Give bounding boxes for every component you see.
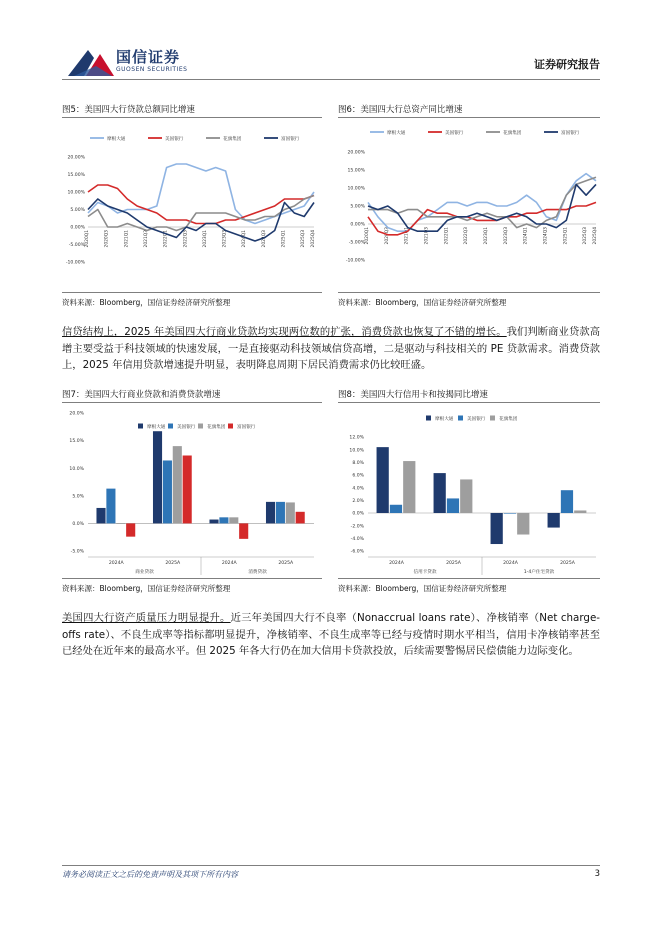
bar (447, 498, 459, 513)
y-tick-label: 20.00% (67, 155, 85, 161)
fig8-title-rule (338, 402, 600, 403)
report-type: 证券研究报告 (534, 58, 600, 71)
x-tick-label: 2023Q1 (202, 230, 208, 248)
x-tick-label: 2022Q3 (183, 230, 189, 248)
x-tick-label: 2025A (560, 561, 575, 566)
y-tick-label: 0.00% (350, 222, 365, 228)
bar (96, 508, 105, 523)
legend-label: 花旗集团 (503, 131, 522, 136)
bar (548, 513, 560, 528)
bar (390, 505, 402, 513)
fig5-bottom-rule (62, 292, 322, 293)
x-tick-label: 2021Q1 (404, 227, 410, 245)
x-tick-label: 2023Q3 (222, 230, 228, 248)
bar (163, 460, 172, 523)
legend-label: 美国银行 (177, 425, 196, 430)
fig6-title: 图6：美国四大行总资产同比增速 (338, 105, 463, 115)
y-tick-label: -5.00% (348, 240, 365, 246)
legend-label: 花旗集团 (499, 417, 518, 422)
brand-name-cn: 国信证券 (116, 48, 181, 66)
y-tick-label: 10.0% (69, 466, 84, 472)
y-tick-label: 4.0% (352, 486, 364, 492)
fig6-chart (338, 120, 600, 292)
y-tick-label: 12.0% (349, 435, 364, 441)
x-tick-label: 2023Q1 (483, 227, 489, 245)
legend-label: 美国银行 (467, 417, 486, 422)
y-tick-label: 2.0% (352, 498, 364, 504)
paragraph-loan-structure (62, 324, 600, 374)
x-tick-label: 2022Q3 (464, 227, 470, 245)
series-line (88, 185, 314, 224)
y-tick-label: -5.0% (70, 549, 84, 555)
y-tick-label: 10.00% (347, 186, 365, 192)
legend-label: 富国银行 (237, 425, 256, 430)
legend-swatch (458, 416, 463, 421)
legend-swatch (138, 424, 143, 429)
x-tick-label: 2025Q3 (301, 230, 307, 248)
bar (491, 513, 503, 544)
y-tick-label: 15.00% (67, 173, 85, 179)
y-tick-label: 0.00% (70, 225, 85, 231)
x-tick-label: 2024Q1 (242, 230, 248, 248)
x-tick-label: 2024A (108, 561, 124, 566)
x-tick-label: 2021Q3 (143, 230, 149, 248)
legend-swatch (426, 416, 431, 421)
brand-name-en: GUOSEN SECURITIES (116, 66, 188, 73)
x-tick-label: 2024Q1 (523, 227, 529, 245)
x-tick-label: 2020Q3 (104, 230, 110, 248)
y-tick-label: 6.0% (352, 473, 364, 479)
x-tick-label: 2021Q1 (124, 230, 130, 248)
bar (173, 446, 182, 523)
y-tick-label: 0.0% (72, 522, 84, 527)
paragraph-lead: 信贷结构上，2025 年美国四大行商业贷款均实现两位数的扩张，消费贷款也恢复了不错的增长。 (62, 326, 507, 338)
bar (504, 513, 516, 514)
bar (286, 502, 295, 523)
footer-disclaimer: 请务必阅读正文之后的免责声明及其项下所有内容 (62, 870, 238, 879)
x-tick-label: 2020Q1 (85, 230, 90, 248)
paragraph-lead: 美国四大行资产质量压力明显提升。 (62, 612, 231, 624)
fig5-source: 资料来源：Bloomberg，国信证券经济研究所整理 (62, 298, 231, 307)
x-tick-label: 2022Q1 (163, 230, 169, 248)
x-tick-label: 2025A (446, 561, 461, 566)
fig7-title: 图7：美国四大行商业贷款和消费贷款增速 (62, 390, 221, 400)
group-label: 1-4户住宅贷款 (523, 570, 555, 575)
fig8-bottom-rule (338, 578, 600, 579)
fig6-bottom-rule (338, 292, 600, 293)
fig7-source: 资料来源：Bloomberg，国信证券经济研究所整理 (62, 584, 231, 593)
bar (561, 490, 573, 513)
x-tick-label: 2025Q3 (583, 227, 589, 245)
x-tick-label: 2024A (503, 561, 518, 566)
x-tick-label: 2020Q3 (384, 227, 390, 245)
bar (219, 517, 228, 523)
x-tick-label: 2024A (221, 561, 237, 566)
y-tick-label: -4.0% (350, 536, 364, 542)
bar (106, 489, 115, 524)
x-tick-label: 2021Q3 (424, 227, 430, 245)
legend-label: 摩根大通 (387, 131, 406, 136)
y-tick-label: 5.0% (72, 494, 84, 500)
fig8-title: 图8：美国四大行信用卡和按揭同比增速 (338, 390, 488, 400)
x-tick-label: 2025A (278, 561, 294, 566)
fig6-source: 资料来源：Bloomberg，国信证券经济研究所整理 (338, 298, 507, 307)
y-tick-label: 15.00% (347, 168, 365, 174)
page-number: 3 (594, 869, 600, 879)
footer-divider (62, 865, 600, 866)
bar (403, 461, 415, 513)
bar (153, 431, 162, 523)
fig8-chart (338, 405, 600, 577)
x-tick-label: 2024Q3 (261, 230, 267, 248)
bar (183, 456, 192, 524)
y-tick-label: 8.0% (352, 460, 364, 466)
y-tick-label: -10.00% (65, 260, 85, 266)
series-line (368, 174, 596, 232)
fig8-source: 资料来源：Bloomberg，国信证券经济研究所整理 (338, 584, 507, 593)
bar (574, 510, 586, 513)
bar (377, 447, 389, 513)
fig7-bottom-rule (62, 578, 322, 579)
bar (116, 523, 125, 524)
bar (266, 502, 275, 524)
y-tick-label: 5.00% (70, 208, 85, 214)
fig5-title: 图5：美国四大行贷款总额同比增速 (62, 105, 195, 115)
bar (229, 517, 238, 523)
y-tick-label: 20.0% (69, 411, 84, 417)
y-tick-label: 5.00% (350, 204, 365, 210)
y-tick-label: 10.00% (67, 190, 85, 196)
legend-swatch (490, 416, 495, 421)
bar (460, 479, 472, 513)
y-tick-label: -6.0% (350, 549, 364, 555)
x-tick-label: 2025Q4 (593, 227, 598, 245)
bar (239, 523, 248, 538)
x-tick-label: 2023Q3 (503, 227, 509, 245)
group-label: 信用卡贷款 (413, 570, 437, 575)
legend-label: 富国银行 (281, 137, 300, 142)
bar (209, 520, 218, 524)
fig6-title-rule (338, 117, 600, 118)
fig7-chart (62, 405, 322, 577)
x-tick-label: 2020Q1 (365, 227, 370, 245)
bar (126, 523, 135, 536)
legend-label: 花旗集团 (207, 425, 226, 430)
legend-label: 花旗集团 (223, 137, 242, 142)
bar (517, 513, 529, 535)
y-tick-label: -2.0% (350, 524, 364, 530)
x-tick-label: 2025Q4 (311, 230, 316, 248)
x-tick-label: 2025Q1 (281, 230, 287, 248)
y-tick-label: 20.00% (347, 150, 365, 156)
fig5-chart (62, 120, 322, 292)
y-tick-label: 10.0% (349, 448, 364, 454)
fig5-title-rule (62, 117, 322, 118)
legend-label: 美国银行 (165, 137, 184, 142)
y-tick-label: 15.0% (69, 439, 84, 445)
legend-swatch (168, 424, 173, 429)
x-tick-label: 2025A (165, 561, 181, 566)
bar (296, 512, 305, 524)
x-tick-label: 2025Q1 (563, 227, 569, 245)
legend-swatch (228, 424, 233, 429)
paragraph-asset-quality (62, 610, 600, 660)
legend-label: 摩根大通 (107, 137, 126, 142)
y-tick-label: 0.0% (352, 511, 364, 517)
legend-label: 摩根大通 (435, 417, 454, 422)
bar (276, 502, 285, 524)
series-line (88, 199, 314, 241)
x-tick-label: 2024Q3 (543, 227, 549, 245)
legend-label: 摩根大通 (147, 425, 166, 430)
legend-label: 美国银行 (445, 131, 464, 136)
x-tick-label: 2022Q1 (444, 227, 450, 245)
legend-label: 富国银行 (561, 131, 580, 136)
y-tick-label: -10.00% (345, 258, 365, 264)
header-divider (62, 79, 600, 80)
group-label: 商业贷款 (135, 570, 154, 575)
x-tick-label: 2024A (389, 561, 404, 566)
paragraph-body: 近三年美国四大行不良率（Nonaccrual loans rate）、净核销率（Net charge-offs rate）、不良生成率等指标都明显提升，净核销率、不良生成率等已经与疫情时期水平相当，信用卡净核销率甚至已经处在近年来的最高水平。但 2025 年各大行仍在加大信用卡贷款投放，后续需要警惕居民偿债能力边际变化。 (62, 612, 601, 658)
paragraph-body: 我们判断商业贷款高增主要受益于科技领域的快速发展，一是直接驱动科技领域信贷高增，二是驱动与科技相关的 PE 贷款需求。消费贷款上，2025 年信用贷款增速提升明显，表明降息周期下居民消费需求仍比较旺盛。 (62, 326, 600, 372)
bar (434, 473, 446, 513)
legend-swatch (198, 424, 203, 429)
fig7-title-rule (62, 402, 322, 403)
y-tick-label: -5.00% (68, 243, 85, 249)
group-label: 消费贷款 (248, 570, 267, 575)
